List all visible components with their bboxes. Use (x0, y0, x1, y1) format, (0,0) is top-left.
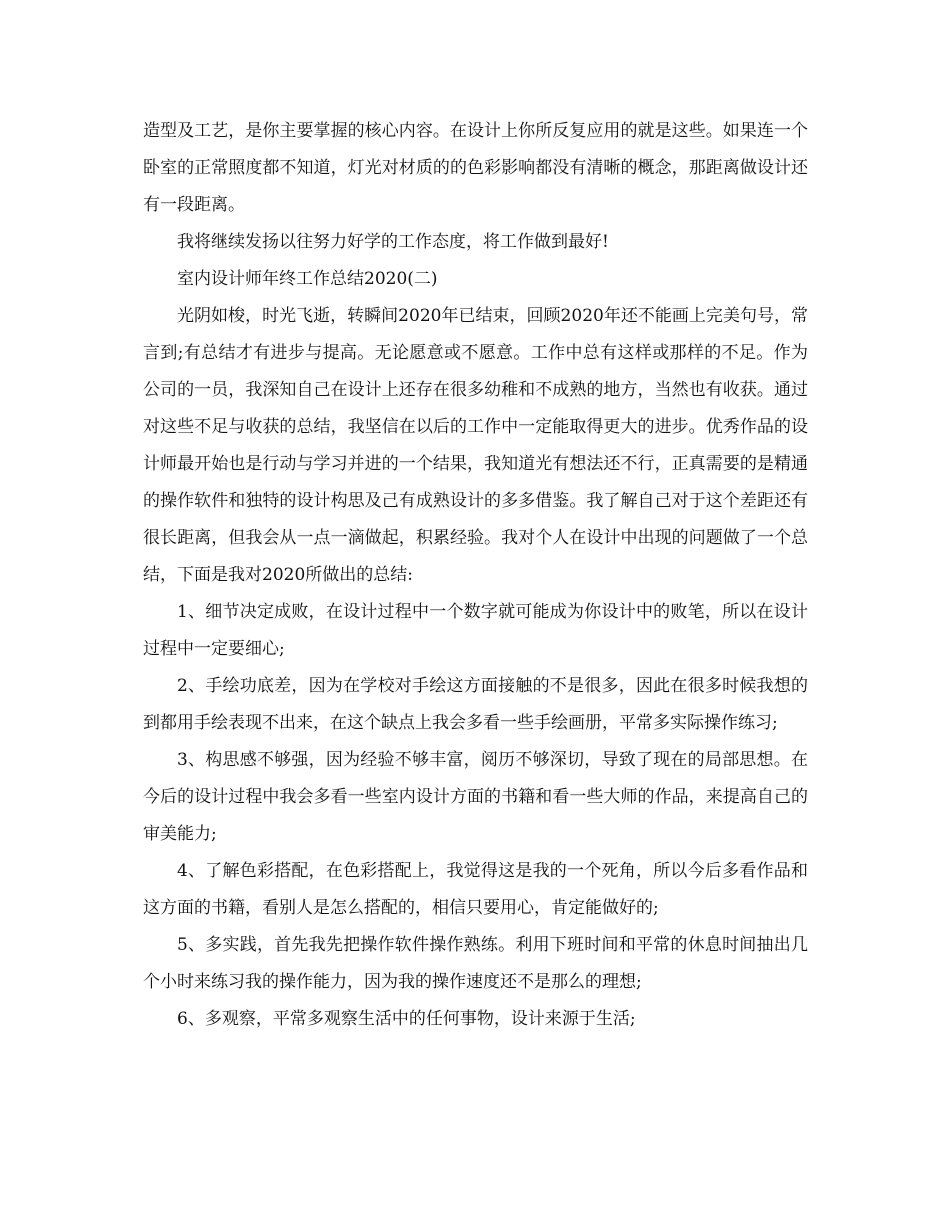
document-body (143, 113, 808, 1038)
list-item: 5、多实践，首先我先把操作软件操作熟练。利用下班时间和平常的休息时间抽出几个小时来练习我的操作能力，因为我的操作速度还不是那么的理想; (143, 935, 808, 992)
list-item: 4、了解色彩搭配，在色彩搭配上，我觉得这是我的一个死角，所以今后多看作品和这方面的书籍，看别人是怎么搭配的，相信只要用心，肯定能做好的; (143, 861, 808, 918)
list-item: 3、构思感不够强，因为经验不够丰富，阅历不够深切，导致了现在的局部思想。在今后的设计过程中我会多看一些室内设计方面的书籍和看一些大师的作品，来提高自己的审美能力; (143, 750, 808, 844)
list-item: 6、多观察，平常多观察生活中的任何事物，设计来源于生活; (177, 1009, 636, 1029)
paragraph-intro: 光阴如梭，时光飞逝，转瞬间2020年已结束，回顾2020年还不能画上完美句号，常言到;有总结才有进步与提高。无论愿意或不愿意。工作中总有这样或那样的不足。作为公司的一员，我深知自己在设计上还存在很多幼稚和不成熟的地方，当然也有收获。通过对这些不足与收获的总结，我坚信在以后的工作中一定能取得更大的进步。优秀作品的设计师最开始也是行动与学习并进的一个结果，我知道光有想法还不行，正真需要的是精通的操作软件和独特的设计构思及己有成熟设计的多多借鉴。我了解自己对于这个差距还有很长距离，但我会从一点一滴做起，积累经验。我对个人在设计中出现的问题做了一个总结，下面是我对2020所做出的总结: (143, 306, 808, 585)
paragraph-closing: 我将继续发扬以往努力好学的工作态度，将工作做到最好! (177, 232, 609, 252)
paragraph-continuation: 造型及工艺，是你主要掌握的核心内容。在设计上你所反复应用的就是这些。如果连一个卧室的正常照度都不知道，灯光对材质的的色彩影响都没有清晰的概念，那距离做设计还有一段距离。 (143, 121, 808, 215)
list-item: 2、手绘功底差，因为在学校对手绘这方面接触的不是很多，因此在很多时候我想的到都用手绘表现不出来，在这个缺点上我会多看一些手绘画册，平常多实际操作练习; (143, 676, 808, 733)
list-item: 1、细节决定成败，在设计过程中一个数字就可能成为你设计中的败笔，所以在设计过程中一定要细心; (143, 602, 808, 659)
section-heading: 室内设计师年终工作总结2020(二) (177, 269, 438, 289)
